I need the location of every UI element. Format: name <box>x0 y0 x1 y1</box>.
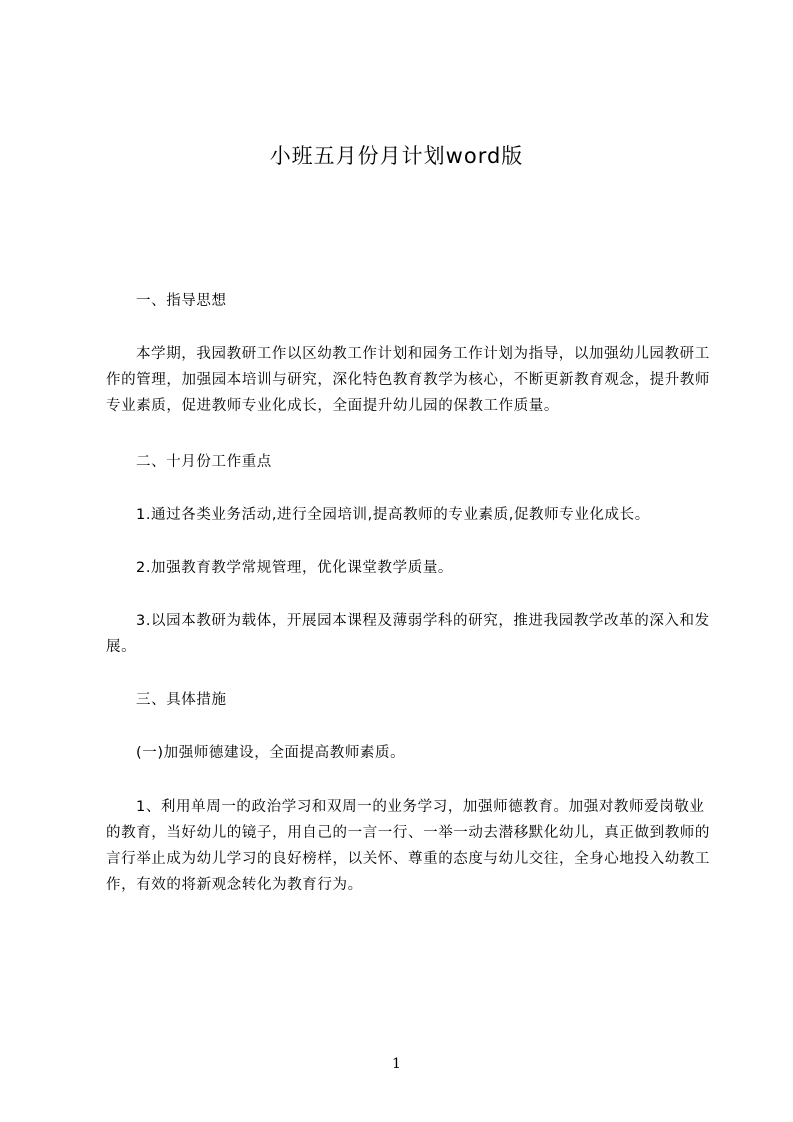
list-item-key-work-3: 3.以园本教研为载体，开展园本课程及薄弱学科的研究，推进我园教学改革的深入和发展。 <box>106 613 710 655</box>
section-heading-key-work: 二、十月份工作重点 <box>136 454 272 470</box>
paragraph-guiding-thought: 本学期，我园教研工作以区幼教工作计划和园务工作计划为指导，以加强幼儿园教研工作的管理，加强园本培训与研究，深化特色教育教学为核心，不断更新教育观念，提升教师专业素质，促进教师专业化成长，全面提升幼儿园的保教工作质量。 <box>106 346 710 414</box>
list-item-key-work-1: 1.通过各类业务活动,进行全园培训,提高教师的专业素质,促教师专业化成长。 <box>136 507 650 523</box>
section-heading-guiding-thought: 一、指导思想 <box>136 293 227 309</box>
page-number: 1 <box>392 1056 401 1072</box>
document-title: 小班五月份月计划word版 <box>269 144 524 168</box>
paragraph-ethics-measure-1: 1、利用单周一的政治学习和双周一的业务学习，加强师德教育。加强对教师爱岗敬业的教育，当好幼儿的镜子，用自己的一言一行、一举一动去潜移默化幼儿，真正做到教师的言行举止成为幼儿学习的良好榜样，以关怀、尊重的态度与幼儿交往，全身心地投入幼教工作，有效的将新观念转化为教育行为。 <box>106 799 710 893</box>
list-item-key-work-2: 2.加强教育教学常规管理，优化课堂教学质量。 <box>136 560 454 576</box>
subsection-heading-ethics: (一)加强师德建设，全面提高教师素质。 <box>136 745 406 761</box>
section-heading-measures: 三、具体措施 <box>136 692 227 708</box>
